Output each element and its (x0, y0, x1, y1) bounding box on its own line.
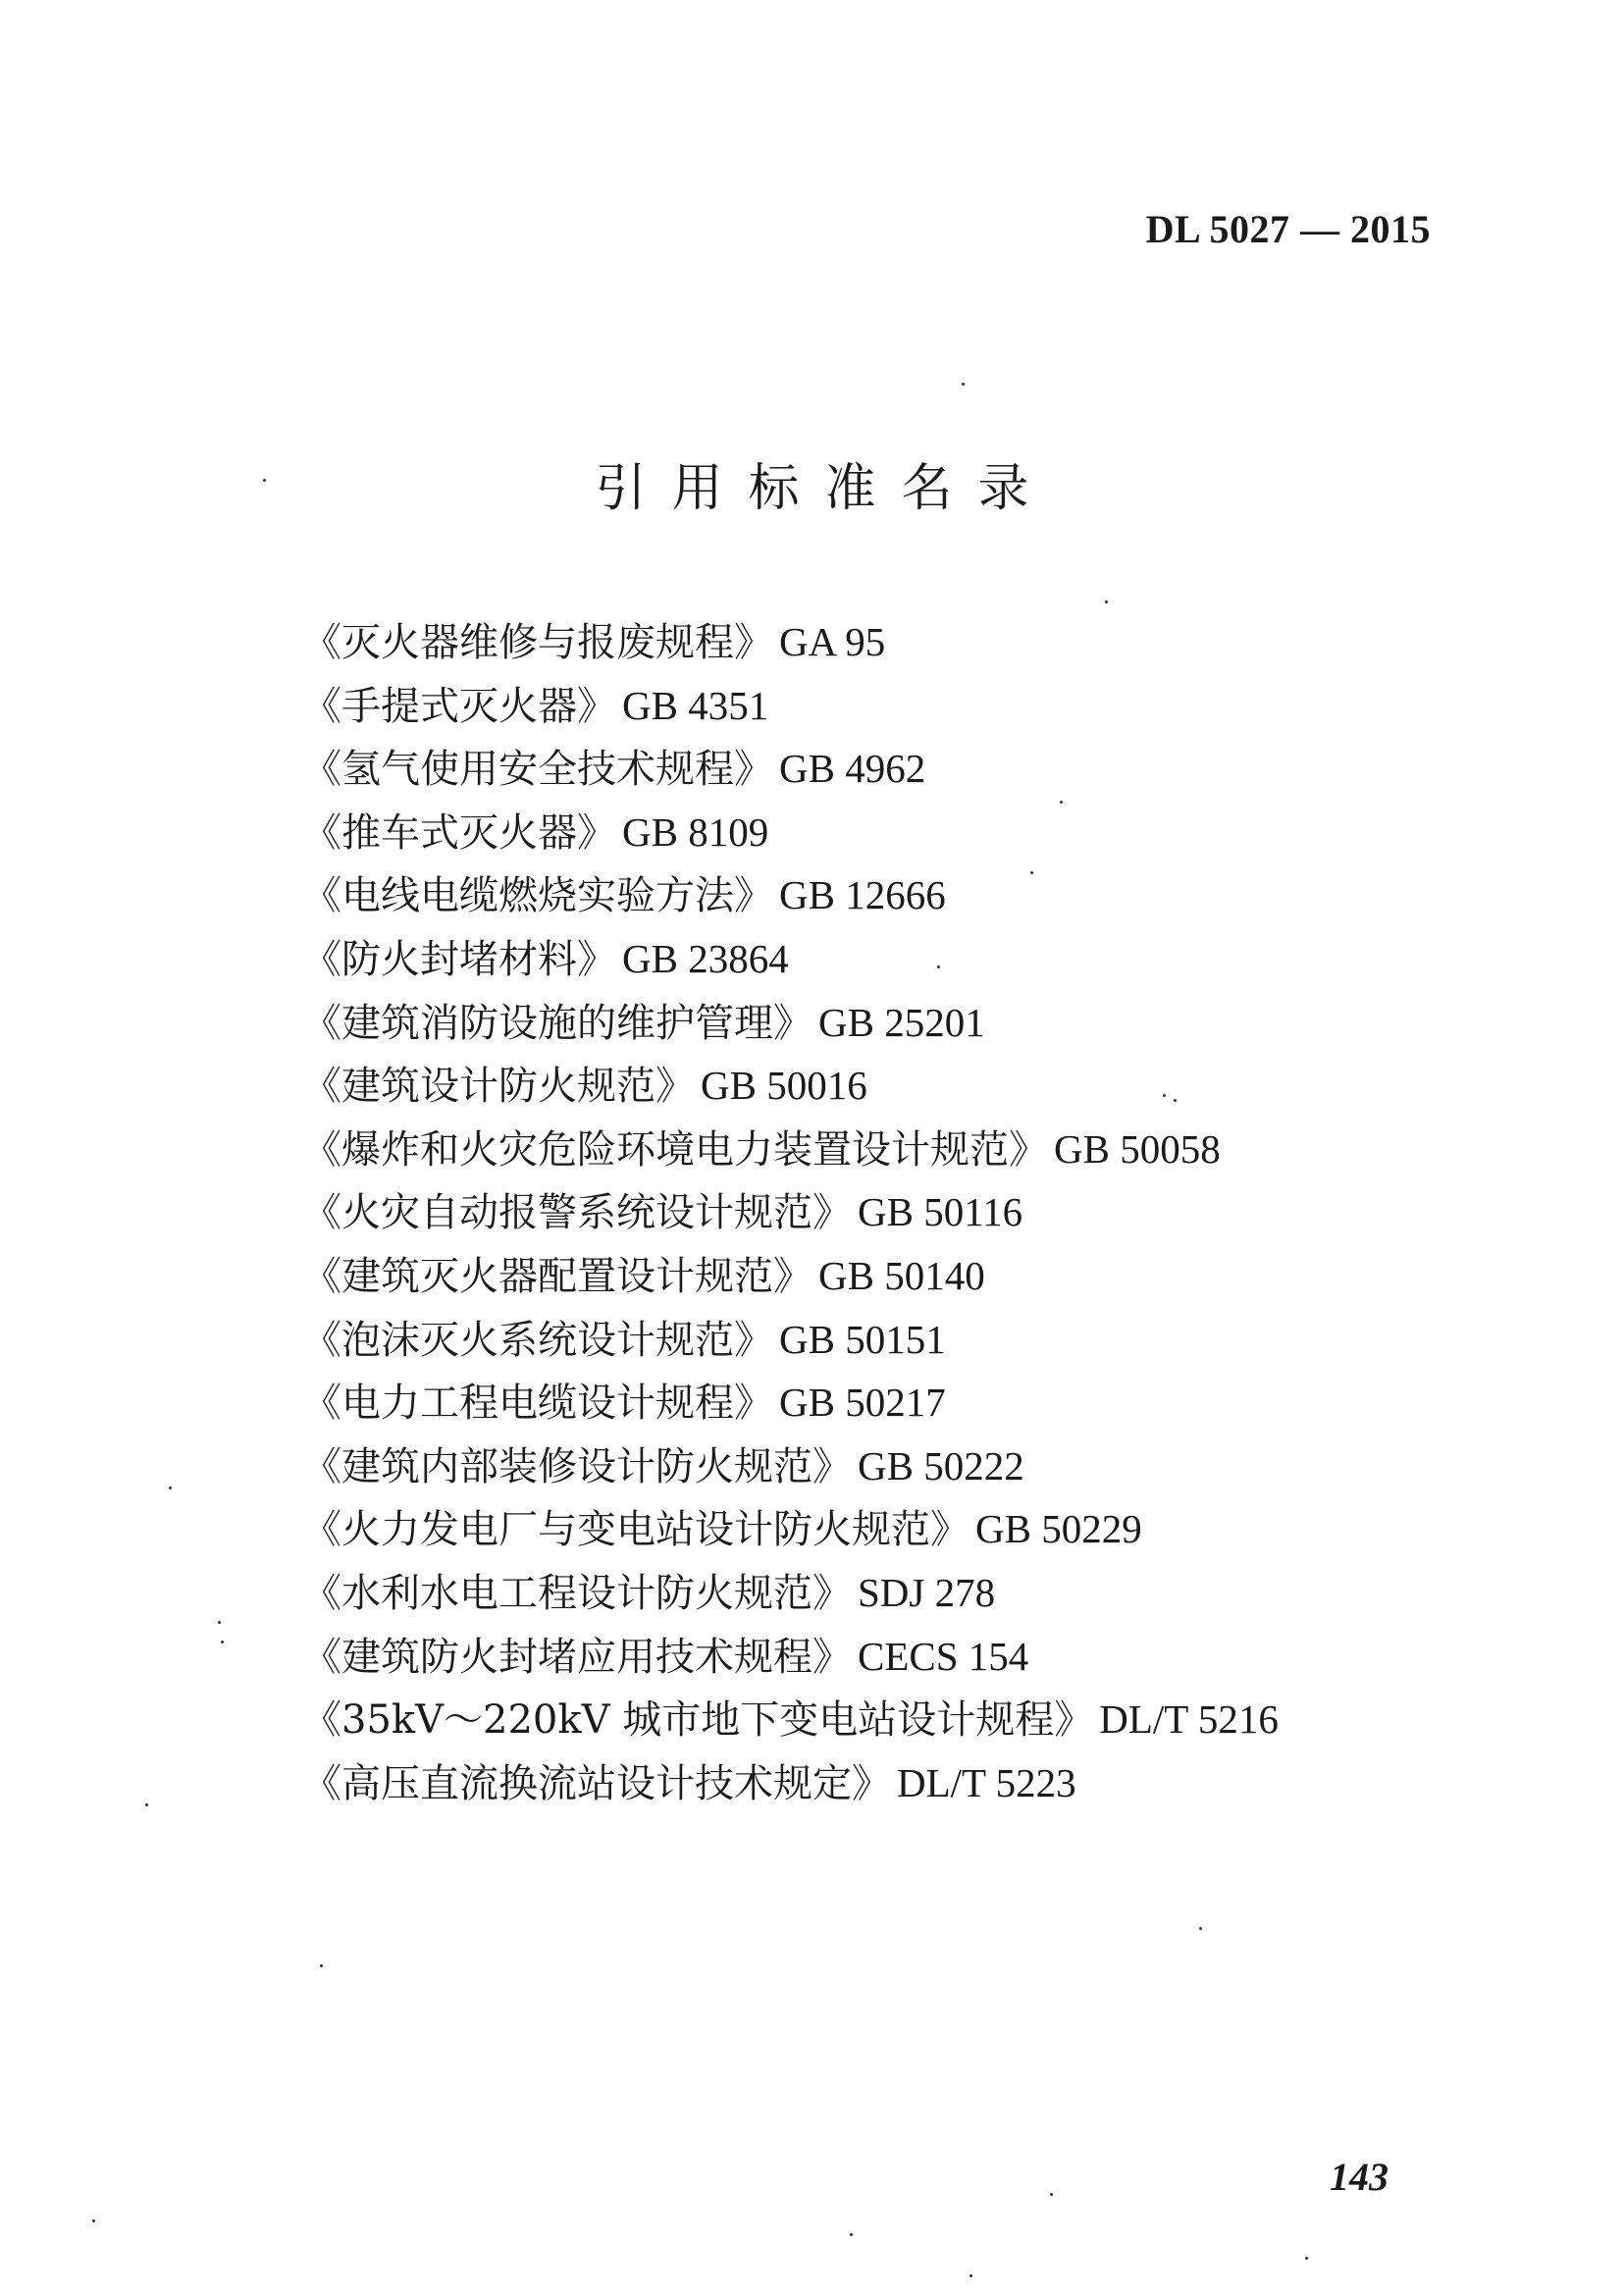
document-code: DL 5027 — 2015 (1145, 207, 1431, 251)
scan-speck (320, 1964, 323, 1967)
scan-speck (1199, 1927, 1202, 1930)
reference-code: GB 50151 (779, 1316, 946, 1362)
reference-code: GB 50016 (701, 1063, 867, 1109)
reference-item (302, 991, 1279, 1055)
reference-title: 《建筑内部装修设计防火规范》 (302, 1443, 852, 1489)
scan-speck (1305, 2257, 1308, 2260)
reference-title: 《泡沫灭火系统设计规范》 (302, 1317, 773, 1363)
scan-speck (1105, 600, 1108, 603)
reference-title: 《电力工程电缆设计规程》 (302, 1381, 773, 1427)
reference-title: 《灭火器维修与报废规程》 (302, 620, 773, 665)
reference-title: 《电线电缆燃烧实验方法》 (302, 873, 773, 919)
reference-item (302, 674, 1279, 738)
reference-title: 《建筑设计防火规范》 (302, 1064, 695, 1110)
scan-speck (1050, 2193, 1053, 2196)
reference-code: GA 95 (779, 619, 886, 664)
scan-speck (1030, 871, 1033, 874)
scan-speck (218, 1621, 221, 1624)
reference-code: DL/T 5223 (897, 1759, 1076, 1805)
reference-item (302, 1054, 1279, 1118)
page-number: 143 (1330, 2155, 1388, 2199)
reference-code: GB 4962 (779, 746, 926, 792)
section-title: 引用标准名录 (595, 459, 1055, 518)
scan-speck (937, 965, 940, 968)
scan-speck (169, 1487, 172, 1489)
reference-item (302, 610, 1279, 674)
scan-speck (263, 479, 266, 482)
reference-title: 《建筑灭火器配置设计规范》 (302, 1253, 812, 1299)
reference-item (302, 801, 1279, 864)
reference-code: GB 50217 (779, 1380, 946, 1426)
reference-title: 《水利水电工程设计防火规范》 (302, 1570, 852, 1616)
reference-item (302, 1497, 1279, 1561)
reference-code: GB 8109 (622, 808, 769, 855)
reference-title: 《火灾自动报警系统设计规范》 (302, 1190, 852, 1236)
reference-item (302, 1751, 1279, 1815)
reference-item (302, 737, 1279, 801)
reference-code: GB 50058 (1054, 1125, 1221, 1172)
reference-title: 《35kV～220kV 城市地下变电站设计规程》 (302, 1697, 1094, 1744)
reference-code: DL/T 5216 (1099, 1696, 1279, 1743)
scan-speck (850, 2233, 853, 2236)
reference-item (302, 1180, 1279, 1244)
reference-title: 《防火封堵材料》 (302, 936, 616, 982)
scan-speck (962, 383, 965, 386)
reference-code: CECS 154 (858, 1633, 1029, 1679)
reference-item (302, 1434, 1279, 1498)
reference-code: GB 4351 (622, 682, 769, 728)
reference-list (302, 610, 1279, 1814)
reference-code: GB 50222 (858, 1442, 1024, 1488)
reference-item (302, 1561, 1279, 1625)
scan-speck (145, 1803, 148, 1806)
reference-item (302, 863, 1279, 927)
reference-title: 《手提式灭火器》 (302, 683, 616, 729)
reference-code: GB 25201 (818, 999, 985, 1045)
reference-title: 《爆炸和火灾危险环境电力装置设计规范》 (302, 1126, 1048, 1173)
reference-title: 《火力发电厂与变电站设计防火规范》 (302, 1507, 969, 1553)
scan-speck (1163, 1094, 1166, 1097)
reference-item (302, 1688, 1279, 1751)
scan-speck (1174, 1099, 1177, 1102)
reference-title: 《建筑防火封堵应用技术规程》 (302, 1634, 852, 1680)
reference-title: 《建筑消防设施的维护管理》 (302, 1000, 812, 1046)
scan-speck (1060, 801, 1063, 804)
reference-item (302, 1118, 1279, 1181)
scan-speck (92, 2219, 95, 2222)
scan-speck (221, 1641, 224, 1643)
reference-item (302, 1371, 1279, 1434)
reference-item (302, 1308, 1279, 1372)
reference-title: 《氢气使用安全技术规程》 (302, 747, 773, 793)
reference-code: SDJ 278 (858, 1569, 996, 1615)
reference-code: GB 12666 (779, 872, 946, 918)
reference-code: GB 23864 (622, 935, 789, 981)
reference-item (302, 1625, 1279, 1689)
reference-code: GB 50229 (975, 1506, 1142, 1552)
scan-speck (969, 2274, 972, 2277)
reference-title: 《推车式灭火器》 (302, 809, 616, 856)
reference-code: GB 50116 (858, 1189, 1023, 1235)
reference-title: 《高压直流换流站设计技术规定》 (302, 1760, 891, 1806)
reference-code: GB 50140 (818, 1252, 985, 1298)
reference-item (302, 1244, 1279, 1308)
reference-item (302, 927, 1279, 991)
